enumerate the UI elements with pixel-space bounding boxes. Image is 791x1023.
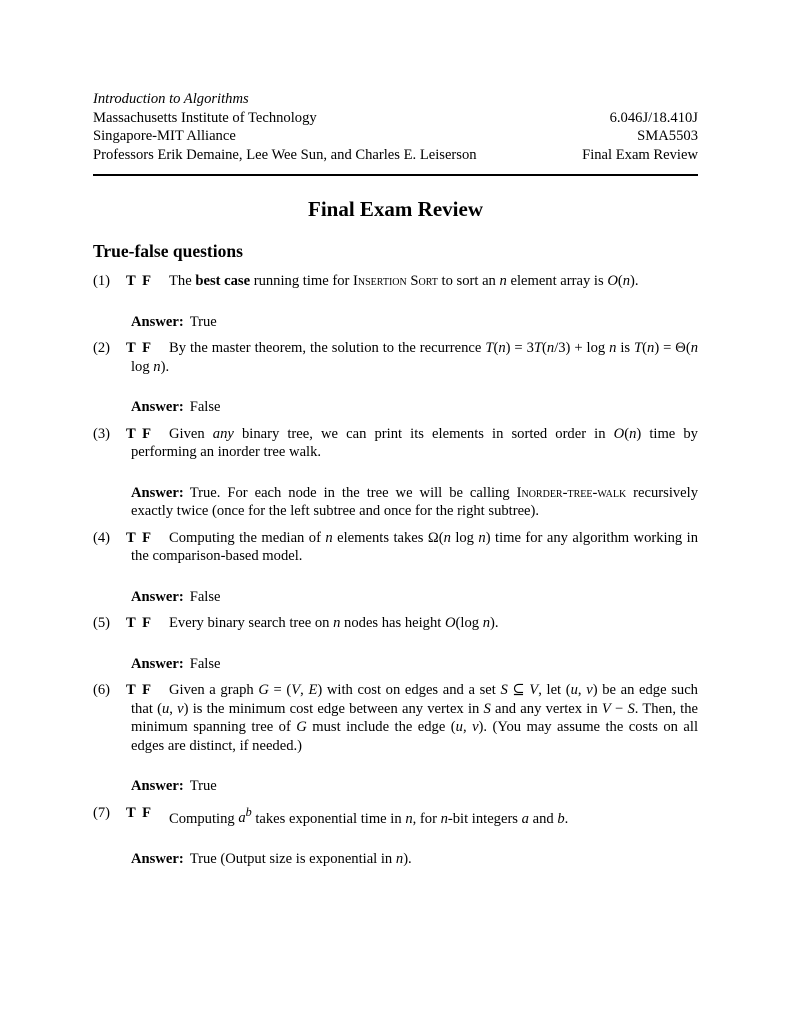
page-title: Final Exam Review (308, 197, 483, 221)
answer-text: False (189, 655, 221, 672)
true-false-marker: T F (126, 273, 152, 289)
question-number: (4) (93, 529, 111, 546)
question-item (93, 272, 698, 331)
header-divider (93, 174, 698, 176)
question-list (93, 272, 698, 868)
answer (131, 484, 698, 521)
course-number: 6.046J/18.410J (609, 109, 698, 126)
true-false-marker: T F (126, 529, 152, 546)
course-name: Introduction to Algorithms (93, 91, 249, 107)
answer-text: True (Output size is exponential in n). (189, 850, 412, 867)
exam-page (93, 90, 698, 868)
professors: Professors Erik Demaine, Lee Wee Sun, and Charles E. Leiserson (93, 146, 477, 163)
true-false-marker: T F (126, 615, 152, 631)
answer (131, 588, 698, 607)
true-false-marker: T F (126, 682, 152, 698)
true-false-marker: T F (126, 340, 152, 356)
answer-label: Answer: (131, 484, 184, 501)
question-text: By the master theorem, the solution to the recurrence T(n) = 3T(n/3) + log n is T(n) = Θ(n log n). (131, 340, 698, 375)
answer (131, 313, 698, 332)
question-item (93, 339, 698, 417)
header-row-1 (93, 90, 698, 109)
true-false-marker: T F (126, 425, 152, 442)
header-row-2 (93, 109, 698, 128)
question-item (93, 804, 698, 869)
answer-text: True. For each node in the tree we will be calling Inorder-tree-walk recursively exactly twice (once for the left subtree and once for the right subtree). (131, 484, 698, 519)
question-text: Given a graph G = (V, E) with cost on edges and a set S ⊆ V, let (u, v) be an edge such that (u, v) is the minimum cost edge between any vertex in S and any vertex in V − S. Then, the minimum spanning tree of G must include the edge (u, v). (You may assume the costs on all edges are distinct, if needed.) (131, 682, 699, 754)
answer (131, 777, 698, 796)
institution: Massachusetts Institute of Technology (93, 109, 317, 126)
alliance: Singapore-MIT Alliance (93, 128, 236, 144)
header-row-3 (93, 127, 698, 146)
answer-label: Answer: (131, 850, 184, 867)
answer-text: True (189, 313, 217, 330)
question-text: The best case running time for Insertion Sort to sort an n element array is O(n). (169, 273, 639, 289)
answer (131, 398, 698, 417)
question-number: (1) (93, 273, 111, 289)
header-row-4 (93, 146, 698, 165)
question-text: Computing the median of n elements takes Ω(n log n) time for any algorithm working in the comparison-based model. (131, 529, 698, 564)
answer-text: False (189, 399, 221, 415)
section-heading: True-false questions (93, 241, 243, 261)
question-item (93, 425, 698, 521)
answer-text: True (189, 778, 217, 794)
answer-label: Answer: (131, 588, 184, 605)
sma-number: SMA5503 (637, 128, 698, 144)
answer-text: False (189, 588, 221, 605)
question-number: (2) (93, 340, 111, 356)
question-number: (5) (93, 615, 111, 631)
question-number: (6) (93, 682, 111, 698)
question-number: (3) (93, 425, 111, 442)
question-item (93, 681, 698, 796)
answer (131, 655, 698, 674)
answer-label: Answer: (131, 313, 184, 330)
answer-label: Answer: (131, 778, 184, 794)
answer-label: Answer: (131, 655, 184, 672)
question-text: Every binary search tree on n nodes has height O(log n). (169, 615, 499, 631)
question-item (93, 614, 698, 673)
answer (131, 850, 698, 869)
answer-label: Answer: (131, 399, 184, 415)
handout-name: Final Exam Review (582, 146, 698, 163)
question-number: (7) (93, 804, 111, 821)
true-false-marker: T F (126, 804, 152, 821)
question-text: Given any binary tree, we can print its elements in sorted order in O(n) time by performing an inorder tree walk. (131, 425, 698, 460)
question-text: Computing $a^b$ takes exponential time in n, for n-bit integers a and b. (169, 805, 569, 827)
question-item (93, 529, 698, 607)
